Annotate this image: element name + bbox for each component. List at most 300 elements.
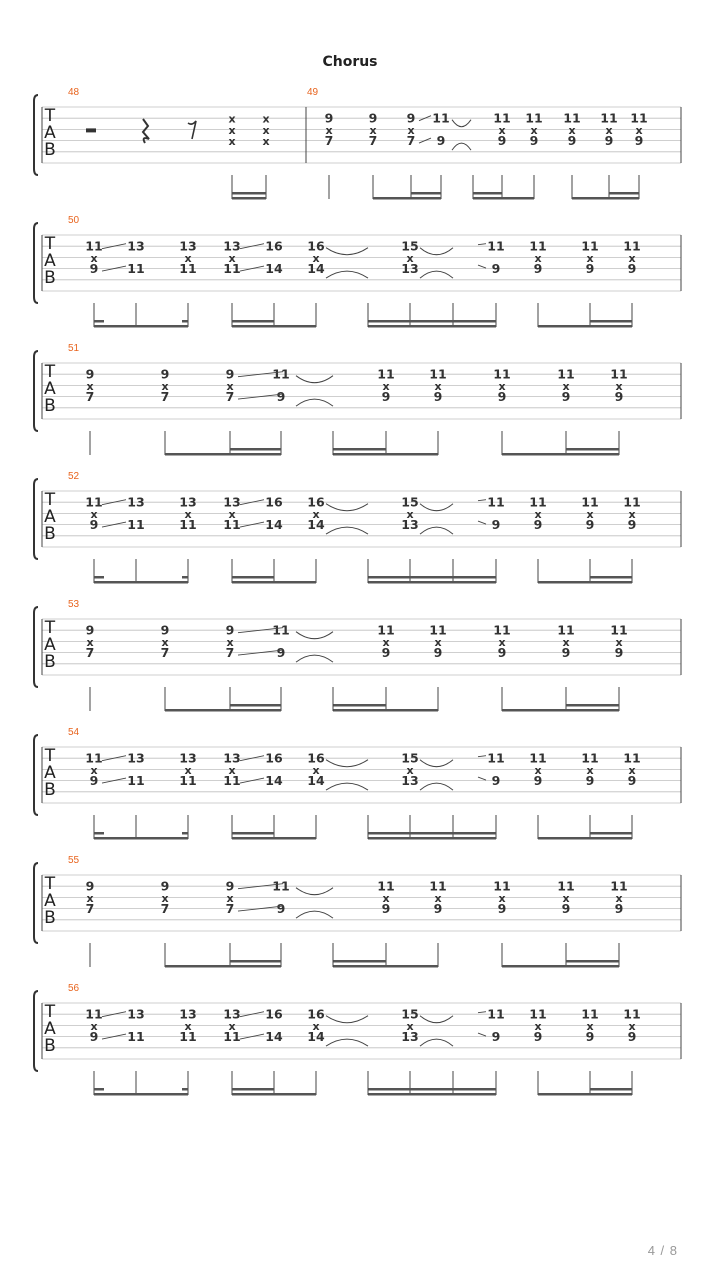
tie-arc	[296, 399, 333, 406]
tab-clef-t: T	[44, 746, 56, 766]
fret-number: 13	[127, 494, 145, 510]
tab-clef-t: T	[44, 1002, 56, 1022]
fret-number: 15	[401, 1006, 419, 1022]
fret-number: 11	[557, 622, 575, 638]
beam	[232, 576, 274, 579]
beam	[368, 576, 496, 579]
dead-note: x	[568, 123, 576, 137]
fret-number: 7	[85, 645, 95, 661]
fret-number: 11	[525, 110, 543, 126]
fret-number: 9	[561, 645, 571, 661]
fret-number: 14	[307, 517, 325, 533]
dead-note: x	[228, 112, 236, 126]
tab-clef-b: B	[44, 396, 56, 416]
fret-number: 9	[585, 261, 595, 277]
dead-note: x	[406, 763, 414, 777]
beam	[368, 1088, 496, 1091]
tie-arc	[326, 527, 368, 534]
dead-note: x	[434, 379, 442, 393]
fret-number: 9	[491, 1029, 501, 1045]
dead-note: x	[534, 763, 542, 777]
fret-number: 11	[85, 750, 103, 766]
fret-number: 11	[272, 366, 290, 382]
tab-clef-t: T	[44, 618, 56, 638]
slide-line	[478, 500, 486, 501]
dead-note: x	[406, 251, 414, 265]
fret-number: 16	[307, 238, 325, 254]
fret-number: 13	[223, 494, 241, 510]
tie-arc	[420, 504, 453, 511]
fret-number: 11	[610, 366, 628, 382]
fret-number: 11	[529, 1006, 547, 1022]
fret-number: 7	[324, 133, 334, 149]
system-7	[34, 855, 681, 968]
fret-number: 11	[610, 878, 628, 894]
dead-note: x	[498, 123, 506, 137]
fret-number: 11	[600, 110, 618, 126]
tie-arc	[326, 783, 368, 790]
tab-clef-b: B	[44, 780, 56, 800]
fret-number: 9	[433, 389, 443, 405]
dead-note: x	[184, 763, 192, 777]
dead-note: x	[228, 1019, 236, 1033]
fret-number: 9	[160, 878, 170, 894]
beam	[373, 197, 441, 200]
fret-number: 13	[401, 517, 419, 533]
fret-number: 7	[160, 389, 170, 405]
system-bracket	[34, 735, 38, 815]
beam	[368, 325, 496, 328]
system-bracket	[34, 223, 38, 303]
beam	[590, 832, 632, 835]
fret-number: 11	[377, 622, 395, 638]
fret-number: 9	[381, 901, 391, 917]
fret-number: 9	[491, 517, 501, 533]
fret-number: 9	[225, 878, 235, 894]
measure-number: 53	[68, 599, 80, 610]
fret-number: 13	[127, 238, 145, 254]
tab-clef-b: B	[44, 524, 56, 544]
fret-number: 14	[307, 1029, 325, 1045]
fret-number: 9	[533, 773, 543, 789]
tie-arc	[420, 760, 453, 767]
tie-arc	[296, 911, 333, 918]
dead-note: x	[228, 763, 236, 777]
dead-note: x	[534, 507, 542, 521]
fret-number: 13	[179, 1006, 197, 1022]
beam	[368, 1093, 496, 1096]
fret-number: 9	[627, 1029, 637, 1045]
slide-line	[478, 244, 486, 245]
tab-clef-t: T	[44, 874, 56, 894]
fret-number: 11	[85, 238, 103, 254]
fret-number: 16	[265, 1006, 283, 1022]
fret-number: 9	[614, 645, 624, 661]
beam	[165, 453, 281, 456]
fret-number: 14	[265, 261, 283, 277]
beam	[333, 709, 438, 712]
dead-note: x	[86, 379, 94, 393]
fret-number: 11	[272, 878, 290, 894]
beam	[566, 704, 619, 707]
system-8	[34, 983, 681, 1096]
fret-number: 13	[179, 750, 197, 766]
beam	[566, 448, 619, 451]
beam	[609, 192, 639, 195]
fret-number: 9	[433, 901, 443, 917]
fret-number: 11	[85, 494, 103, 510]
fret-number: 11	[179, 261, 197, 277]
dead-note: x	[562, 891, 570, 905]
fret-number: 11	[179, 517, 197, 533]
tie-arc	[296, 632, 333, 639]
fret-number: 11	[493, 366, 511, 382]
dead-note: x	[586, 763, 594, 777]
fret-number: 9	[627, 517, 637, 533]
tie-arc	[420, 1039, 453, 1046]
measure-number: 51	[68, 343, 80, 354]
fret-number: 9	[160, 366, 170, 382]
dead-note: x	[161, 635, 169, 649]
fret-number: 11	[223, 1029, 241, 1045]
quarter-rest	[143, 119, 149, 143]
fret-number: 13	[179, 238, 197, 254]
system-1	[34, 87, 681, 200]
fret-number: 11	[630, 110, 648, 126]
dead-note: x	[90, 1019, 98, 1033]
system-bracket	[34, 351, 38, 431]
fret-number: 7	[85, 389, 95, 405]
fret-number: 11	[179, 1029, 197, 1045]
tab-clef-t: T	[44, 490, 56, 510]
dead-note: x	[530, 123, 538, 137]
system-2	[34, 215, 681, 328]
beam	[473, 192, 502, 195]
fret-number: 9	[529, 133, 539, 149]
beam	[232, 1093, 316, 1096]
fret-number: 11	[487, 1006, 505, 1022]
fret-number: 9	[634, 133, 644, 149]
dead-note: x	[615, 635, 623, 649]
fret-number: 14	[265, 517, 283, 533]
fret-number: 9	[160, 622, 170, 638]
slide-line	[478, 265, 486, 268]
system-5	[34, 599, 681, 712]
dead-note: x	[406, 507, 414, 521]
fret-number: 16	[265, 238, 283, 254]
system-4	[34, 471, 681, 584]
beam	[368, 581, 496, 584]
beam	[94, 320, 104, 323]
fret-number: 13	[127, 1006, 145, 1022]
slide-line	[478, 1012, 486, 1013]
fret-number: 9	[225, 622, 235, 638]
tab-clef-t: T	[44, 362, 56, 382]
dead-note: x	[262, 112, 270, 126]
beam	[502, 965, 619, 968]
beam	[182, 576, 188, 579]
fret-number: 9	[497, 389, 507, 405]
beam	[572, 197, 639, 200]
beam	[232, 192, 266, 195]
dead-note: x	[628, 763, 636, 777]
dead-note: x	[312, 251, 320, 265]
beam	[538, 325, 632, 328]
fret-number: 11	[429, 366, 447, 382]
fret-number: 11	[493, 622, 511, 638]
dead-note: x	[184, 1019, 192, 1033]
fret-number: 9	[567, 133, 577, 149]
slide-line	[478, 756, 486, 757]
fret-number: 9	[627, 773, 637, 789]
fret-number: 11	[623, 750, 641, 766]
fret-number: 15	[401, 750, 419, 766]
beam	[230, 448, 281, 451]
section-title: Chorus	[322, 54, 378, 70]
fret-number: 14	[265, 1029, 283, 1045]
dead-note: x	[562, 379, 570, 393]
fret-number: 11	[557, 366, 575, 382]
dead-note: x	[262, 123, 270, 137]
system-bracket	[34, 479, 38, 559]
fret-number: 15	[401, 238, 419, 254]
fret-number: 11	[223, 261, 241, 277]
fret-number: 13	[223, 238, 241, 254]
beam	[94, 1093, 188, 1096]
fret-number: 11	[623, 238, 641, 254]
tie-arc	[326, 248, 368, 255]
fret-number: 14	[307, 773, 325, 789]
dead-note: x	[382, 891, 390, 905]
beam	[538, 581, 632, 584]
beam	[232, 320, 274, 323]
beam	[590, 576, 632, 579]
tie-arc	[420, 248, 453, 255]
fret-number: 11	[487, 750, 505, 766]
fret-number: 11	[487, 238, 505, 254]
system-bracket	[34, 95, 38, 175]
fret-number: 9	[225, 366, 235, 382]
fret-number: 7	[225, 901, 235, 917]
fret-number: 11	[487, 494, 505, 510]
dead-note: x	[407, 123, 415, 137]
beam	[333, 704, 386, 707]
dead-note: x	[498, 635, 506, 649]
tie-arc	[296, 655, 333, 662]
fret-number: 11	[529, 238, 547, 254]
tab-clef-a: A	[44, 123, 56, 143]
tie-arc	[326, 271, 368, 278]
fret-number: 11	[179, 773, 197, 789]
fret-number: 11	[581, 750, 599, 766]
fret-number: 9	[533, 1029, 543, 1045]
dead-note: x	[228, 135, 236, 149]
dead-note: x	[312, 763, 320, 777]
beam	[94, 581, 188, 584]
fret-number: 9	[627, 261, 637, 277]
tie-arc	[420, 527, 453, 534]
tab-clef-a: A	[44, 1019, 56, 1039]
fret-number: 7	[368, 133, 378, 149]
beam	[566, 960, 619, 963]
fret-number: 9	[381, 389, 391, 405]
dead-note: x	[534, 1019, 542, 1033]
fret-number: 15	[401, 494, 419, 510]
beam	[232, 581, 316, 584]
dead-note: x	[226, 635, 234, 649]
fret-number: 13	[401, 261, 419, 277]
tab-clef-t: T	[44, 234, 56, 254]
tie-arc	[326, 1039, 368, 1046]
fret-number: 9	[604, 133, 614, 149]
fret-number: 11	[377, 366, 395, 382]
fret-number: 9	[585, 773, 595, 789]
tab-clef-b: B	[44, 140, 56, 160]
dead-note: x	[498, 379, 506, 393]
fret-number: 9	[533, 261, 543, 277]
dead-note: x	[615, 379, 623, 393]
fret-number: 11	[581, 1006, 599, 1022]
dead-note: x	[312, 507, 320, 521]
system-6	[34, 727, 681, 840]
measure-number: 55	[68, 855, 80, 866]
beam	[411, 192, 441, 195]
fret-number: 13	[127, 750, 145, 766]
measure-number: 50	[68, 215, 80, 226]
fret-number: 9	[491, 261, 501, 277]
tie-arc	[326, 1016, 368, 1023]
dead-note: x	[586, 251, 594, 265]
fret-number: 9	[85, 366, 95, 382]
dead-note: x	[228, 123, 236, 137]
beam	[182, 832, 188, 835]
beam	[165, 709, 281, 712]
beam	[333, 960, 386, 963]
dead-note: x	[184, 251, 192, 265]
fret-number: 13	[223, 750, 241, 766]
beam	[230, 960, 281, 963]
fret-number: 16	[265, 494, 283, 510]
tab-clef-b: B	[44, 268, 56, 288]
fret-number: 9	[276, 645, 286, 661]
fret-number: 9	[85, 622, 95, 638]
fret-number: 7	[406, 133, 416, 149]
fret-number: 7	[160, 901, 170, 917]
beam	[94, 576, 104, 579]
fret-number: 7	[85, 901, 95, 917]
fret-number: 11	[581, 494, 599, 510]
fret-number: 9	[324, 110, 334, 126]
fret-number: 11	[529, 750, 547, 766]
dead-note: x	[586, 507, 594, 521]
fret-number: 11	[493, 878, 511, 894]
fret-number: 11	[223, 773, 241, 789]
slide-line	[478, 521, 486, 524]
fret-number: 9	[368, 110, 378, 126]
beam	[232, 832, 274, 835]
measure-number: 54	[68, 727, 80, 738]
dead-note: x	[90, 251, 98, 265]
measure-number: 56	[68, 983, 80, 994]
system-bracket	[34, 991, 38, 1071]
dead-note: x	[382, 379, 390, 393]
fret-number: 11	[127, 517, 145, 533]
tie-arc	[326, 760, 368, 767]
measure-number: 49	[307, 87, 319, 98]
system-bracket	[34, 863, 38, 943]
fret-number: 9	[433, 645, 443, 661]
measure-number: 52	[68, 471, 80, 482]
tab-clef-a: A	[44, 507, 56, 527]
page-number: 4 / 8	[647, 1243, 678, 1258]
beam	[94, 837, 188, 840]
system-3	[34, 343, 681, 456]
fret-number: 9	[406, 110, 416, 126]
fret-number: 9	[497, 645, 507, 661]
fret-number: 7	[160, 645, 170, 661]
beam	[333, 453, 438, 456]
fret-number: 9	[89, 517, 99, 533]
dead-note: x	[369, 123, 377, 137]
beam	[538, 837, 632, 840]
fret-number: 11	[581, 238, 599, 254]
dead-note: x	[586, 1019, 594, 1033]
beam	[590, 1088, 632, 1091]
fret-number: 11	[610, 622, 628, 638]
tie-arc	[420, 271, 453, 278]
beam	[165, 965, 281, 968]
slide-line	[478, 777, 486, 780]
beam	[473, 197, 534, 200]
fret-number: 9	[614, 389, 624, 405]
tie-arc	[420, 783, 453, 790]
fret-number: 11	[377, 878, 395, 894]
dead-note: x	[161, 379, 169, 393]
beam	[232, 837, 316, 840]
beam	[230, 704, 281, 707]
dead-note: x	[325, 123, 333, 137]
tab-clef-a: A	[44, 763, 56, 783]
fret-number: 9	[276, 389, 286, 405]
dead-note: x	[562, 635, 570, 649]
dead-note: x	[86, 635, 94, 649]
beam	[368, 837, 496, 840]
dead-note: x	[90, 763, 98, 777]
fret-number: 13	[179, 494, 197, 510]
fret-number: 14	[265, 773, 283, 789]
tab-clef-a: A	[44, 379, 56, 399]
beam	[368, 832, 496, 835]
dead-note: x	[434, 891, 442, 905]
dead-note: x	[184, 507, 192, 521]
fret-number: 11	[432, 110, 450, 126]
beam	[182, 320, 188, 323]
fret-number: 9	[89, 773, 99, 789]
tab-clef-t: T	[44, 106, 56, 126]
fret-number: 11	[223, 517, 241, 533]
tab-clef-b: B	[44, 908, 56, 928]
dead-note: x	[498, 891, 506, 905]
fret-number: 9	[585, 517, 595, 533]
dead-note: x	[406, 1019, 414, 1033]
dead-note: x	[534, 251, 542, 265]
dead-note: x	[635, 123, 643, 137]
beam	[94, 325, 188, 328]
dead-note: x	[628, 507, 636, 521]
fret-number: 11	[127, 773, 145, 789]
dead-note: x	[90, 507, 98, 521]
dead-note: x	[86, 891, 94, 905]
